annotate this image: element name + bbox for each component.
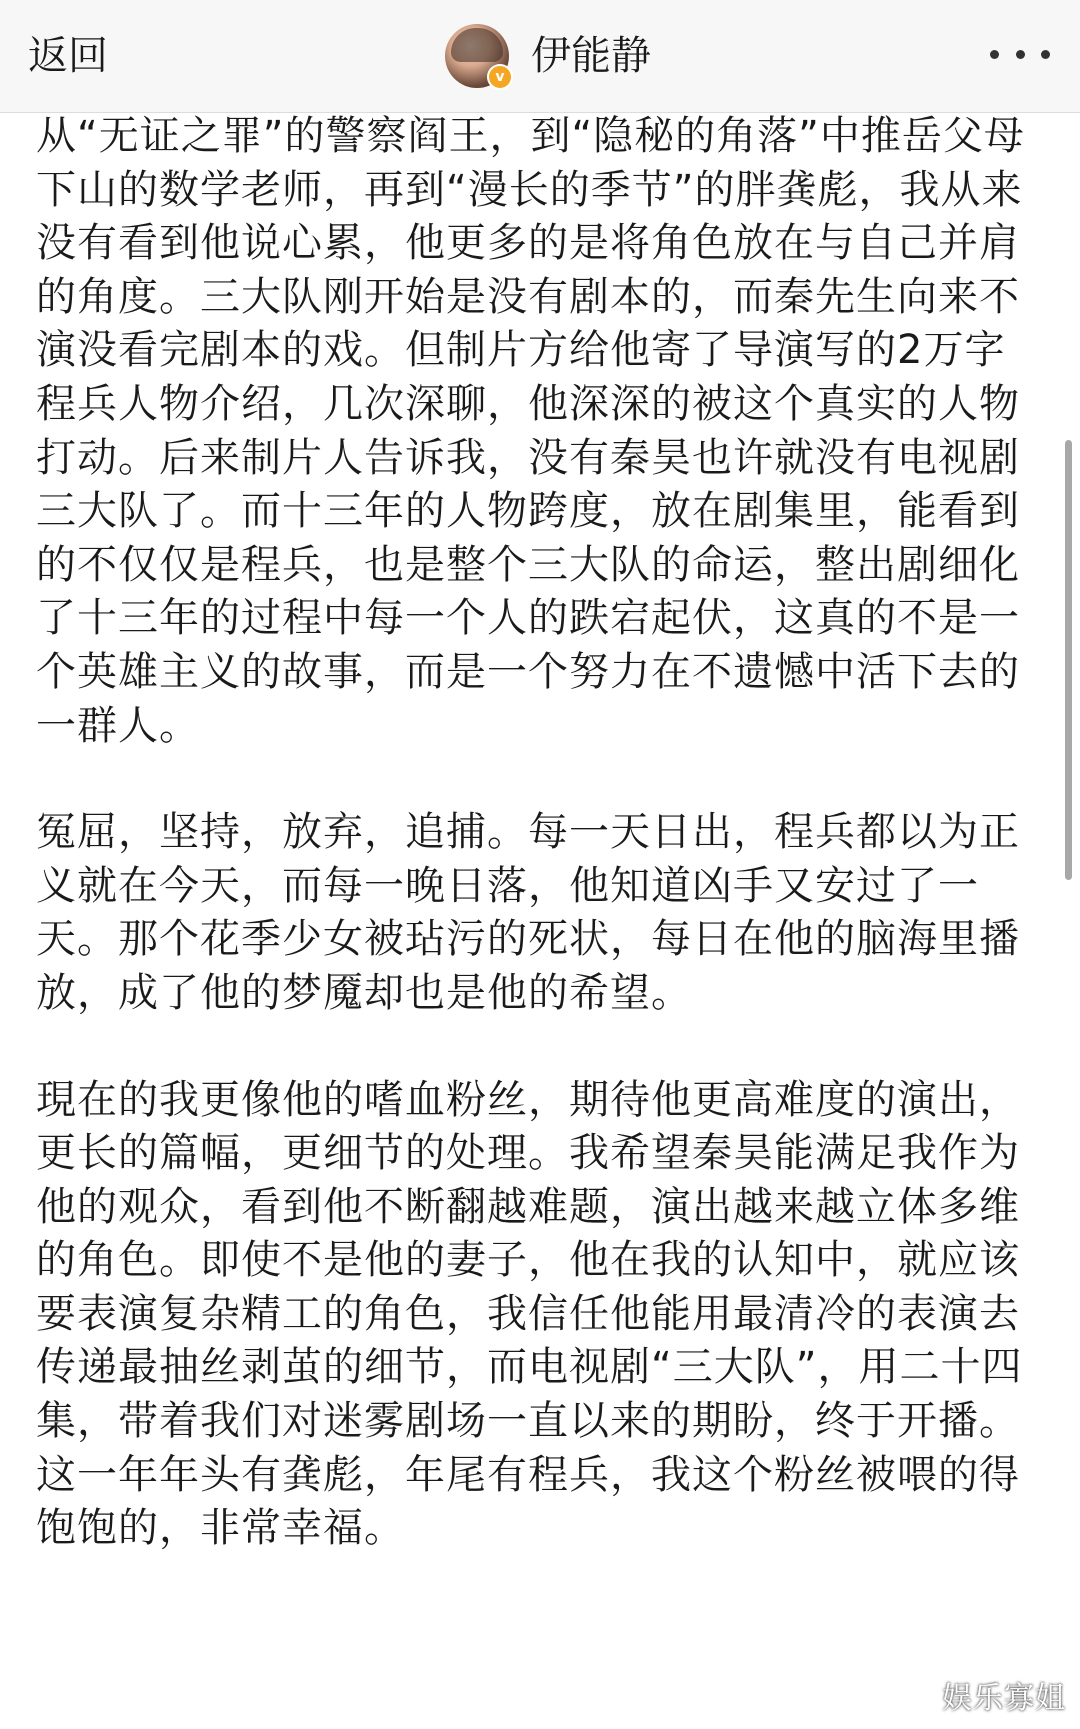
more-dot bbox=[1041, 50, 1050, 59]
profile-name[interactable]: 伊能静 bbox=[531, 33, 651, 79]
more-dot bbox=[990, 50, 999, 59]
avatar[interactable] bbox=[445, 24, 509, 88]
watermark: 娱乐寡姐 bbox=[942, 1681, 1066, 1716]
more-dot bbox=[1016, 50, 1025, 59]
post-paragraph-3: 現在的我更像他的嗜血粉丝，期待他更高难度的演出，更长的篇幅，更细节的处理。我希望秦昊能满足我作为他的观众，看到他不断翻越难题，演出越来越立体多维的角色。即使不是他的妻子，他在我的认知中，就应该要表演复杂精工的角色，我信任他能用最清冷的表演去传递最抽丝剥茧的细节，而电视剧“三大队”，用二十四集，带着我们对迷雾剧场一直以来的期盼，终于开播。这一年年头有龚彪，年尾有程兵，我这个粉丝被喂的得饱饱的，非常幸福。 bbox=[36, 1076, 1023, 1552]
avatar-hair-shape bbox=[451, 28, 503, 62]
profile-header[interactable] bbox=[445, 18, 651, 94]
verified-badge-icon: v bbox=[487, 64, 513, 90]
vertical-scrollbar[interactable] bbox=[1065, 440, 1072, 880]
post-body bbox=[36, 110, 1032, 1556]
back-button[interactable]: 返回 bbox=[28, 33, 108, 79]
more-dots-icon[interactable] bbox=[990, 34, 1050, 74]
post-paragraph-1: 从“无证之罪”的警察阎王，到“隐秘的角落”中推岳父母下山的数学老师，再到“漫长的季节”的胖龚彪，我从来没有看到他说心累，他更多的是将角色放在与自己并肩的角度。三大队刚开始是没有剧本的，而秦先生向来不演没看完剧本的戏。但制片方给他寄了导演写的2万字程兵人物介绍，几次深聊，他深深的被这个真实的人物打动。后来制片人告诉我，没有秦昊也许就没有电视剧三大队了。而十三年的人物跨度，放在剧集里，能看到的不仅仅是程兵，也是整个三大队的命运，整出剧细化了十三年的过程中每一个人的跌宕起伏，这真的不是一个英雄主义的故事，而是一个努力在不遗憾中活下去的一群人。 bbox=[36, 113, 1025, 749]
top-navigation-bar bbox=[0, 0, 1080, 113]
post-paragraph-2: 冤屈，坚持，放弃，追捕。每一天日出，程兵都以为正义就在今天，而每一晚日落，他知道凶手又安过了一天。那个花季少女被玷污的死状，每日在他的脑海里播放，成了他的梦魇却也是他的希望。 bbox=[36, 809, 1020, 1016]
